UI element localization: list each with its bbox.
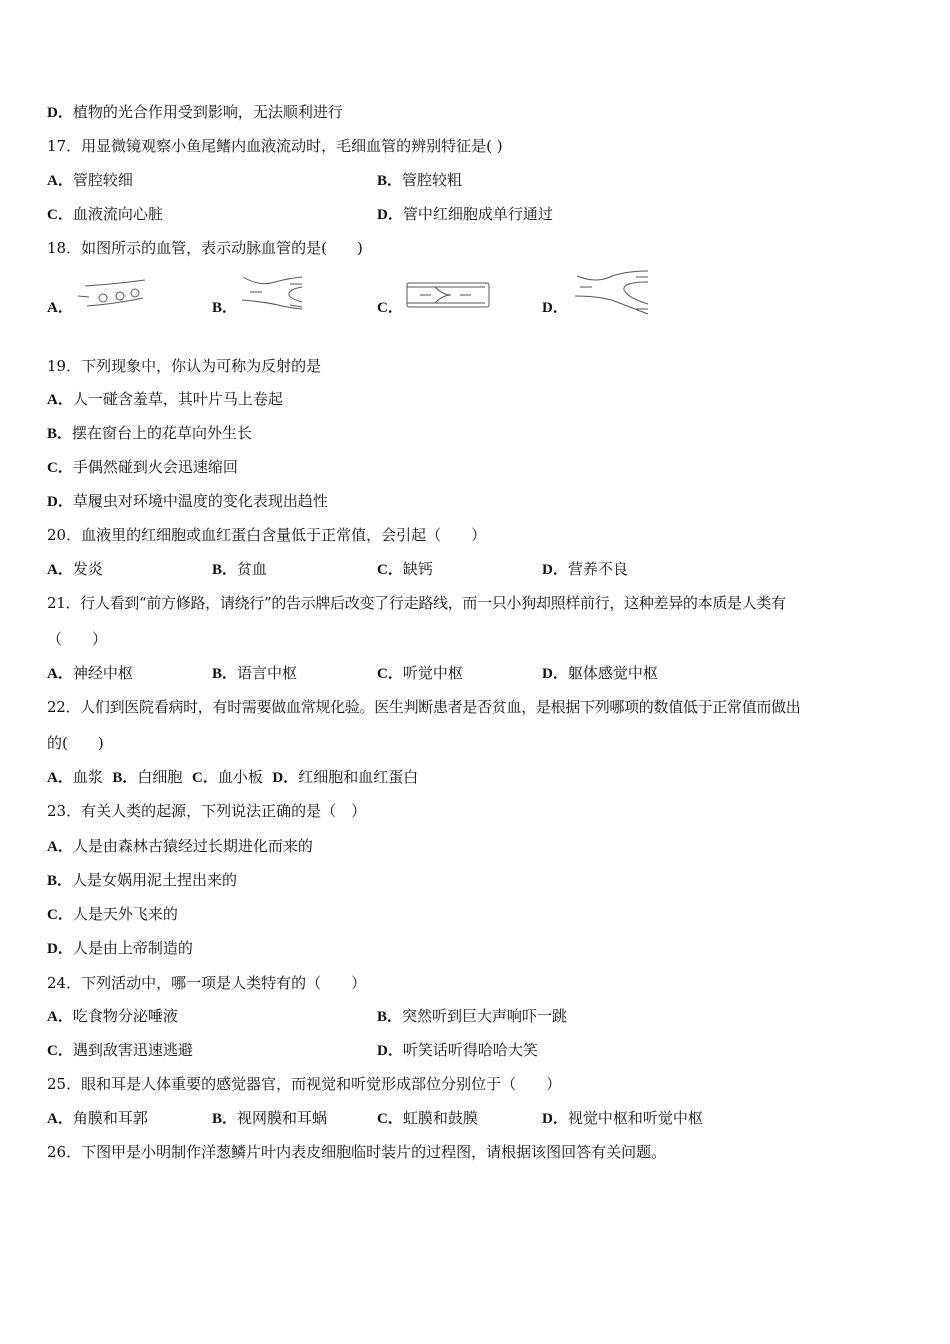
q20-option-a: A．发炎 (47, 560, 103, 578)
q24-option-a: A．吃食物分泌唾液 (47, 1007, 178, 1025)
q25-option-b: B．视网膜和耳蜗 (212, 1109, 328, 1127)
q19-option-c: C．手偶然碰到火会迅速缩回 (47, 458, 238, 476)
q25-option-a: A．角膜和耳郭 (47, 1109, 148, 1127)
q19-option-b: B．摆在窗台上的花草向外生长 (47, 424, 253, 442)
vein-diagram (572, 268, 652, 316)
q21-option-a: A．神经中枢 (47, 664, 133, 682)
q19-option-a: A．人一碰含羞草，其叶片马上卷起 (47, 390, 283, 408)
q23-stem: 23．有关人类的起源，下列说法正确的是（ ） (47, 802, 367, 820)
q23-option-c: C．人是天外飞来的 (47, 905, 178, 923)
q26-stem: 26．下图甲是小明制作洋葱鳞片叶内表皮细胞临时装片的过程图，请根据该图回答有关问题。 (47, 1143, 667, 1161)
q17-stem: 17．用显微镜观察小鱼尾鳍内血液流动时，毛细血管的辨别特征是( ) (47, 137, 503, 155)
q21-option-c: C．听觉中枢 (377, 664, 463, 682)
q16-option-d: D．植物的光合作用受到影响，无法顺利进行 (47, 103, 343, 121)
q17-option-c: C．血液流向心脏 (47, 205, 163, 223)
q24-option-b: B．突然听到巨大声响吓一跳 (377, 1007, 568, 1025)
capillary-diagram (75, 278, 150, 308)
q25-stem: 25．眼和耳是人体重要的感觉器官，而视觉和听觉形成部位分别位于（ ） (47, 1075, 562, 1093)
q21-option-d: D．躯体感觉中枢 (542, 664, 658, 682)
vein-valve-diagram (405, 280, 495, 310)
q19-stem: 19．下列现象中，你认为可称为反射的是 (47, 357, 322, 375)
q22-stem-cont: 的( ) (47, 734, 104, 752)
q19-option-d: D．草履虫对环境中温度的变化表现出趋性 (47, 492, 328, 510)
q22-options: A．血浆 B．白细胞 C．血小板 D．红细胞和血红蛋白 (47, 768, 419, 786)
q18-label-d: D． (542, 300, 568, 316)
q18-stem: 18．如图所示的血管，表示动脉血管的是( ) (47, 239, 363, 257)
q24-option-c: C．遇到敌害迅速逃避 (47, 1041, 193, 1059)
q25-option-d: D．视觉中枢和听觉中枢 (542, 1109, 703, 1127)
q17-option-d: D．管中红细胞成单行通过 (377, 205, 553, 223)
q17-option-b: B．管腔较粗 (377, 171, 463, 189)
q20-stem: 20．血液里的红细胞或血红蛋白含量低于正常值，会引起（ ） (47, 526, 487, 544)
q20-option-d: D．营养不良 (542, 560, 628, 578)
q21-stem-cont: （ ） (47, 630, 108, 648)
q20-option-c: C．缺钙 (377, 560, 433, 578)
q25-option-c: C．虹膜和鼓膜 (377, 1109, 478, 1127)
q24-stem: 24．下列活动中，哪一项是人类特有的（ ） (47, 974, 367, 992)
q18-label-b: B． (212, 300, 238, 316)
q24-option-d: D．听笑话听得哈哈大笑 (377, 1041, 538, 1059)
q23-option-b: B．人是女娲用泥土捏出来的 (47, 871, 238, 889)
q20-option-b: B．贫血 (212, 560, 268, 578)
q21-stem: 21．行人看到“前方修路，请绕行”的告示牌后改变了行走路线，而一只小狗却照样前行，这种差异的本质是人类有 (47, 594, 786, 612)
q23-option-a: A．人是由森林古猿经过长期进化而来的 (47, 837, 313, 855)
q18-label-c: C． (377, 300, 403, 316)
q22-stem: 22．人们到医院看病时，有时需要做血常规化验。医生判断患者是否贫血，是根据下列哪项的数值低于正常值而做出 (47, 698, 801, 716)
q23-option-d: D．人是由上帝制造的 (47, 939, 193, 957)
artery-diagram (240, 272, 310, 312)
q21-option-b: B．语言中枢 (212, 664, 298, 682)
q18-label-a: A． (47, 300, 73, 316)
q17-option-a: A．管腔较细 (47, 171, 133, 189)
